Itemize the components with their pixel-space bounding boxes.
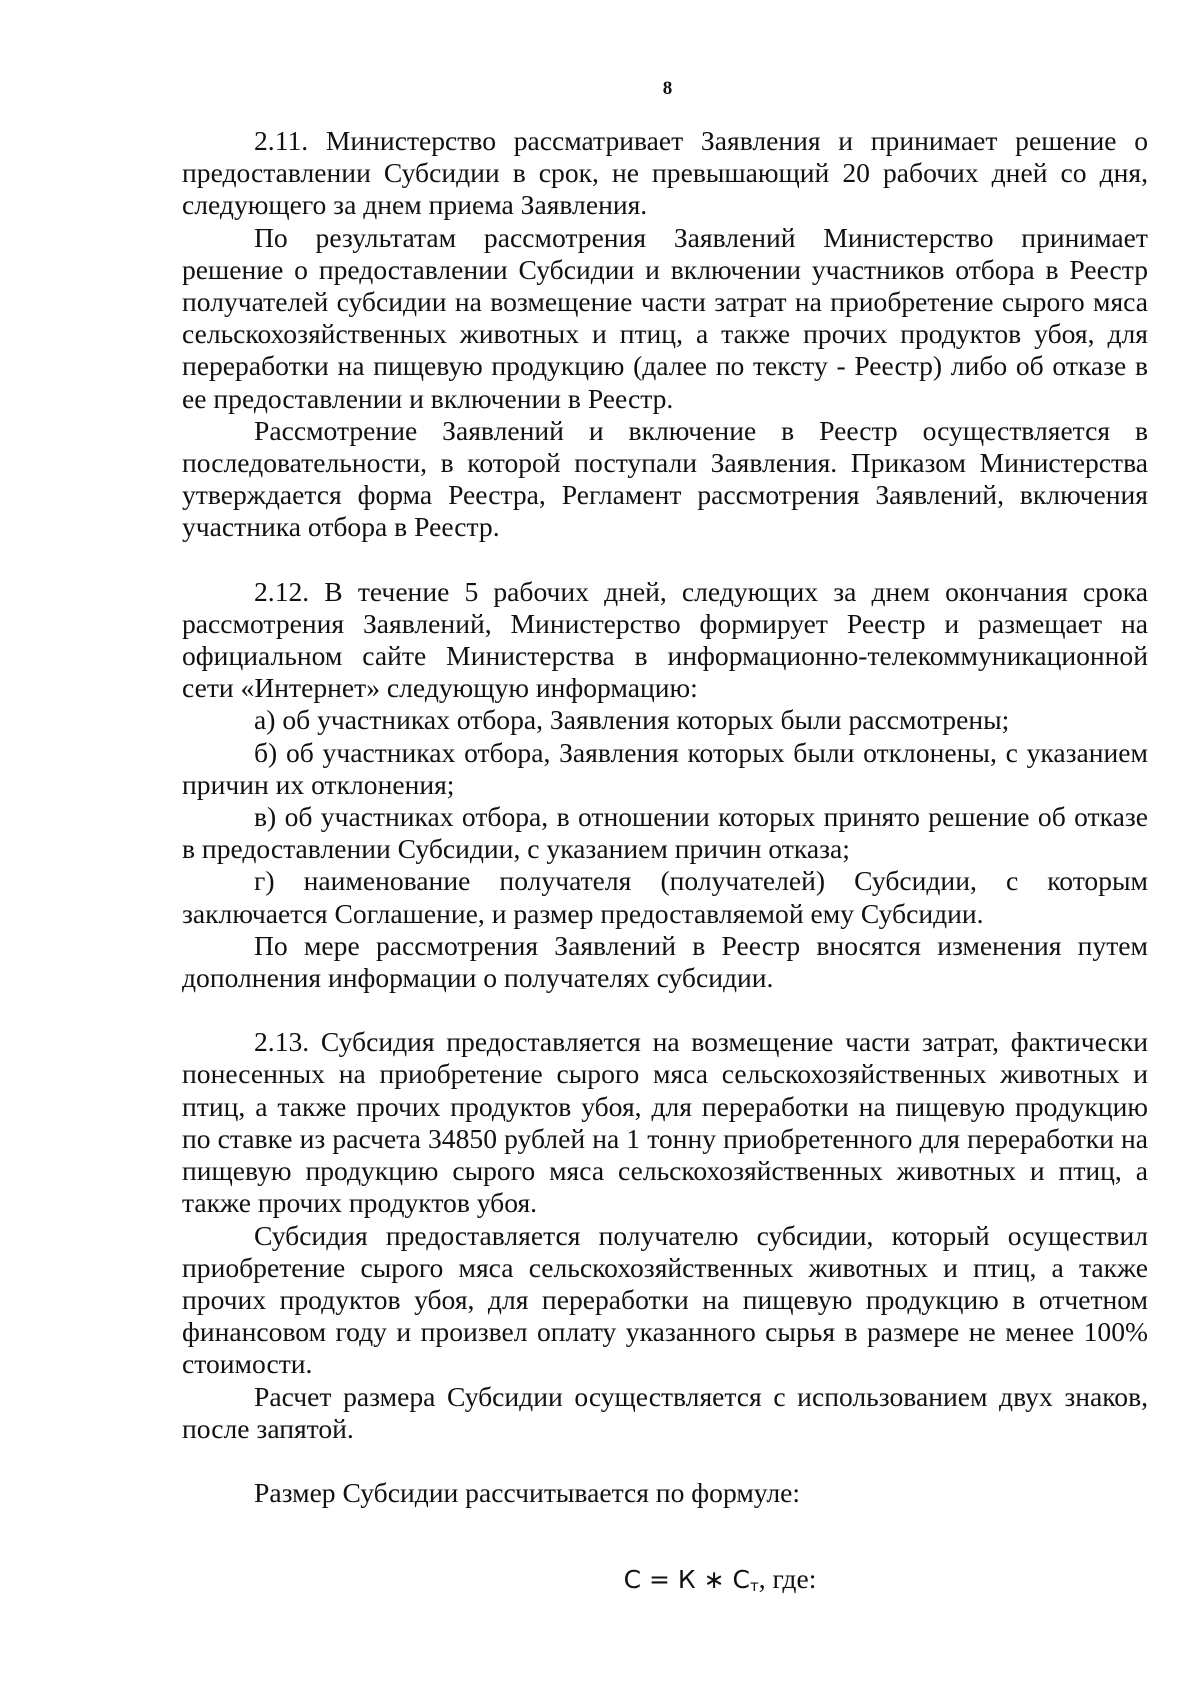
list-item-a: а) об участниках отбора, Заявления которых были рассмотрены; <box>254 704 1010 736</box>
formula-subscript: т <box>749 1577 759 1595</box>
paragraph-formula-intro: Размер Субсидии рассчитывается по формуле: <box>254 1476 801 1508</box>
list-item-v: в) об участниках отбора, в отношении которых принято решение об отказе в предоставлении Субсидии, с указанием причин отказа; <box>182 801 1148 865</box>
paragraph-2-11: 2.11. Министерство рассматривает Заявления и принимает решение о предоставлении Субсидии в срок, не превышающий 20 рабочих дней со дня, следующего за днем приема Заявления. <box>182 125 1148 221</box>
formula-suffix: , где: <box>758 1563 817 1594</box>
page-number: 8 <box>662 78 673 99</box>
paragraph-2-13: 2.13. Субсидия предоставляется на возмещение части затрат, фактически понесенных на приобретение сырого мяса сельскохозяйственных животных и птиц, а также прочих продуктов убоя, для переработки на пищевую продукцию по ставке из расчета 34850 рублей на 1 тонну приобретенного для переработки на пищевую продукцию сырого мяса сельскохозяйственных животных и птиц, а также прочих продуктов убоя. <box>182 1026 1148 1219</box>
paragraph-registry-order: Рассмотрение Заявлений и включение в Реестр осуществляется в последовательности, в которой поступали Заявления. Приказом Министерства утверждается форма Реестра, Регламент рассмотрения Заявлений, включения участника отбора в Реестр. <box>182 414 1148 543</box>
list-item-g: г) наименование получателя (получателей) Субсидии, с которым заключается Соглашение, и размер предоставляемой ему Субсидии. <box>182 865 1148 929</box>
paragraph-registry-decision: По результатам рассмотрения Заявлений Министерство принимает решение о предоставлении Субсидии и включении участников отбора в Реестр получателей субсидии на возмещение части затрат на приобретение сырого мяса сельскохозяйственных животных и птиц, а также прочих продуктов убоя, для переработки на пищевую продукцию (далее по тексту - Реестр) либо об отказе в ее предоставлении и включении в Реестр. <box>182 221 1148 414</box>
subsidy-formula <box>0 1563 1200 1595</box>
paragraph-2-12: 2.12. В течение 5 рабочих дней, следующих за днем окончания срока рассмотрения Заявлений, Министерство формирует Реестр и размещает на официальном сайте Министерства в информационно-телекоммуникационной сети «Интернет» следующую информацию: <box>182 575 1148 704</box>
paragraph-subsidy-recipient: Субсидия предоставляется получателю субсидии, который осуществил приобретение сырого мяса сельскохозяйственных животных и птиц, а также прочих продуктов убоя, для переработки на пищевую продукцию в отчетном финансовом году и произвел оплату указанного сырья в размере не менее 100% стоимости. <box>182 1219 1148 1380</box>
paragraph-registry-updates: По мере рассмотрения Заявлений в Реестр вносятся изменения путем дополнения информации о получателях субсидии. <box>182 929 1148 994</box>
paragraph-calculation-precision: Расчет размера Субсидии осуществляется с использованием двух знаков, после запятой. <box>182 1380 1148 1444</box>
list-item-b: б) об участниках отбора, Заявления которых были отклонены, с указанием причин их отклонения; <box>182 736 1148 800</box>
formula-expression: С = К ∗ С <box>623 1565 750 1594</box>
document-body <box>182 125 1148 1509</box>
